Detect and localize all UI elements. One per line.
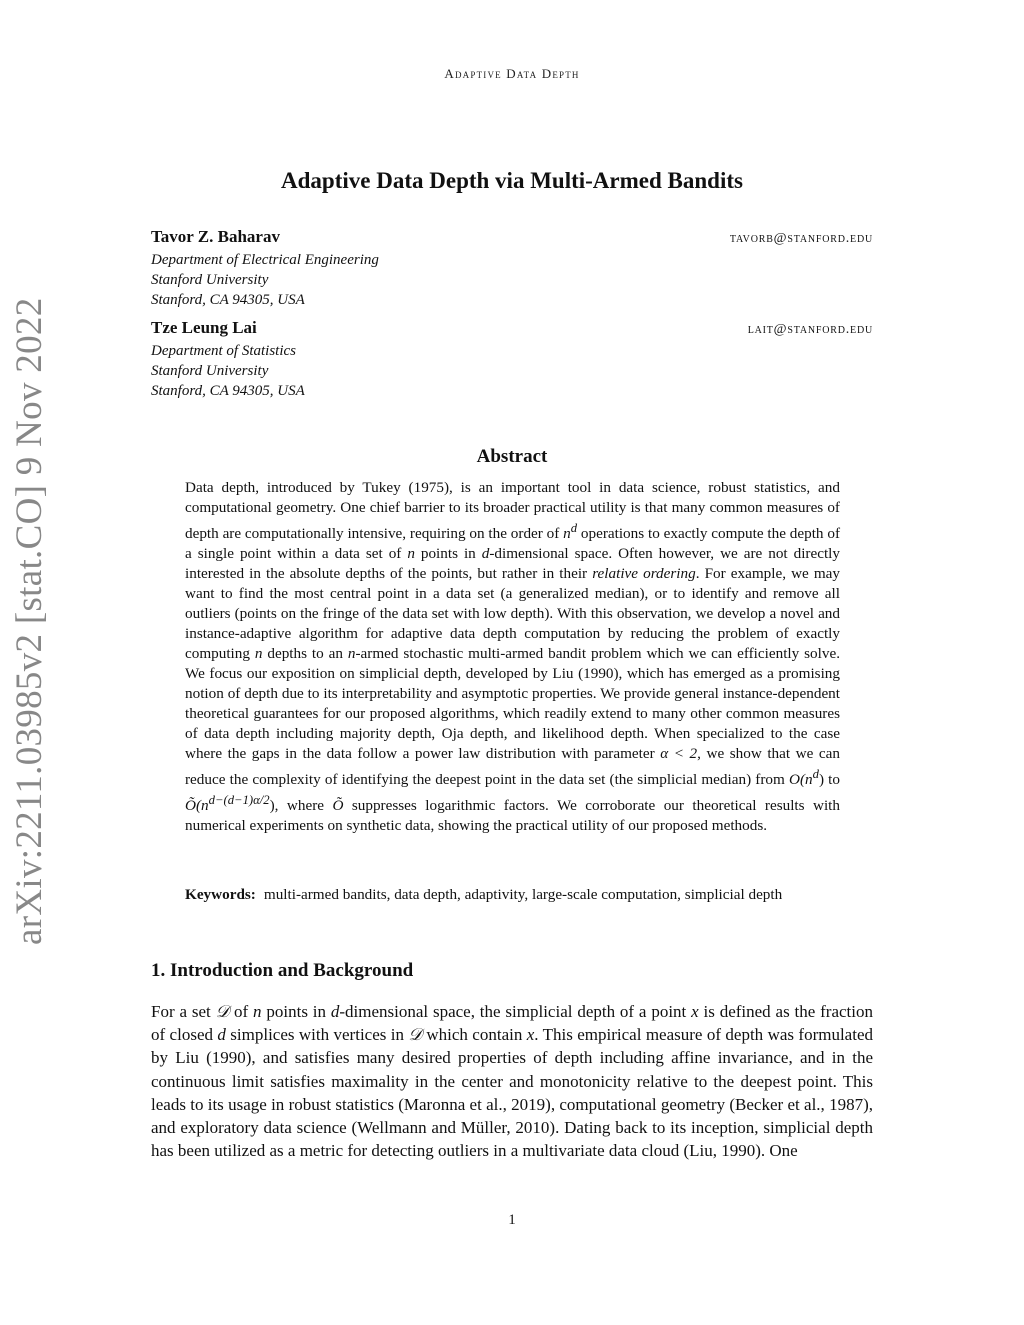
author-address: Stanford, CA 94305, USA xyxy=(151,383,305,399)
keywords-text: multi-armed bandits, data depth, adaptivity, large-scale computation, simplicial depth xyxy=(263,886,783,903)
intro-paragraph: For a set 𝒟 of n points in d-dimensional space, the simplicial depth of a point x is defined as the fraction of closed d simplices with vertices in 𝒟 which contain x. This empirical measure of depth was formulated by Liu (1990), and satisfies many desired properties of depth including affine invariance, and in the continuous limit satisfies maximality in the center and monotonicity relative to the deepest point. This leads to its usage in robust statistics (Maronna et al., 2019), computational geometry (Becker et al., 1987), and exploratory data science (Wellmann and Müller, 2010). Dating back to its inception, simplicial depth has been utilized as a metric for detecting outliers in a multivariate data cloud (Liu, 1990). One xyxy=(151,1002,874,1161)
author-department: Department of Electrical Engineering xyxy=(151,252,379,268)
author-email: lait@stanford.edu xyxy=(747,322,873,337)
author-2 xyxy=(151,317,873,401)
section-heading: 1. Introduction and Background xyxy=(151,960,414,981)
author-department: Department of Statistics xyxy=(151,343,296,359)
author-name: Tze Leung Lai xyxy=(151,318,257,337)
author-1 xyxy=(151,226,873,310)
author-university: Stanford University xyxy=(151,272,269,288)
keywords xyxy=(185,885,840,905)
author-name: Tavor Z. Baharav xyxy=(151,227,280,246)
author-university: Stanford University xyxy=(151,363,269,379)
page-number: 1 xyxy=(508,1212,516,1228)
arxiv-identifier: arXiv:2211.03985v2 [stat.CO] 9 Nov 2022 xyxy=(9,297,50,945)
running-head: Adaptive Data Depth xyxy=(444,66,580,81)
abstract-text: Data depth, introduced by Tukey (1975), is an important tool in data science, robust statistics, and computational geometry. One chief barrier to its broader practical utility is that many common measures of depth are computationally intensive, requiring on the order of $n^d$ operations to exactly compute the depth of a single point within a data set of n points in d-dimensional space. Often however, we are not directly interested in the absolute depths of the points, but rather in their relative ordering. For example, we may want to find the most central point in a data set (a generalized median), or to identify and remove all outliers (points on the fringe of the data set with low depth). With this observation, we develop a novel and instance-adaptive algorithm for adaptive data depth computation by reducing the problem of exactly computing n depths to an n-armed stochastic multi-armed bandit problem which we can efficiently solve. We focus our exposition on simplicial depth, developed by Liu (1990), which has emerged as a promising notion of depth due to its interpretability and asymptotic properties. We provide general instance-dependent theoretical guarantees for our proposed algorithms, which readily extend to many other common measures of data depth including majority depth, Oja depth, and likelihood depth. When specialized to the case where the gaps in the data follow a power law distribution with parameter α < 2, we show that we can reduce the complexity of identifying the deepest point in the data set (the simplicial median) from $O(n^d)$ to $Õ(n^{d-(d-1)\alpha/2})$, where Õ suppresses logarithmic factors. We corroborate our theoretical results with numerical experiments on synthetic data, showing the practical utility of our proposed methods. xyxy=(185,479,841,835)
keywords-label: Keywords: xyxy=(185,886,256,903)
abstract-heading: Abstract xyxy=(476,446,548,467)
author-email: tavorb@stanford.edu xyxy=(729,231,873,246)
paper-title: Adaptive Data Depth via Multi-Armed Bandits xyxy=(281,168,743,193)
author-address: Stanford, CA 94305, USA xyxy=(151,292,305,308)
